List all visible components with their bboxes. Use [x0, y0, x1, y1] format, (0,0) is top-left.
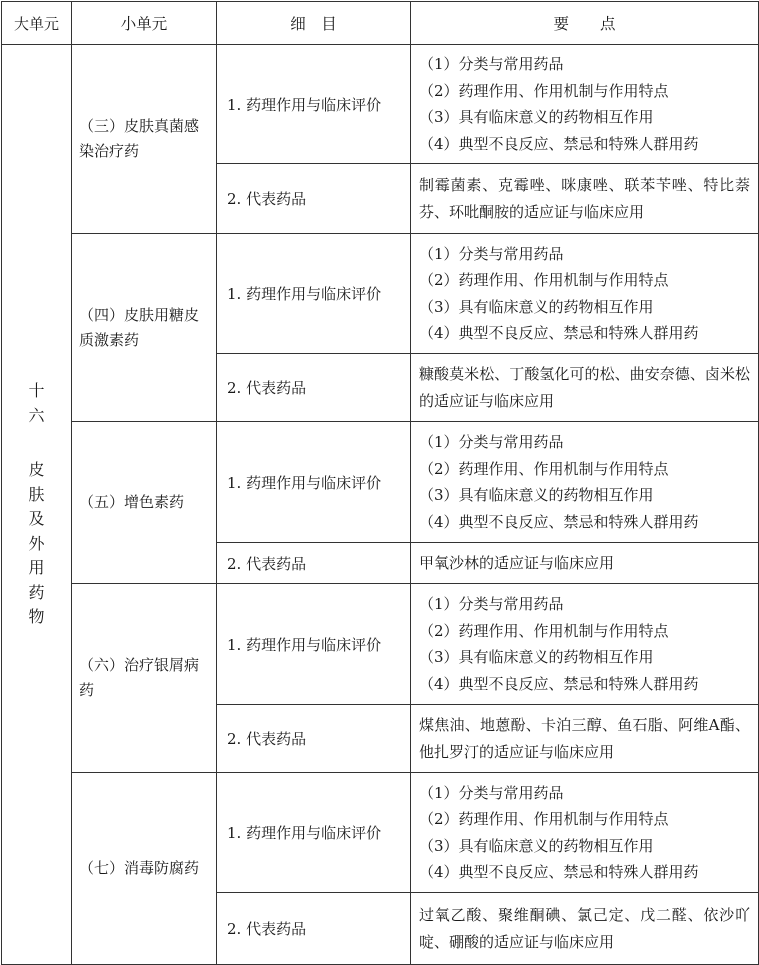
big-unit-cell: [2, 45, 72, 965]
points-list: [411, 422, 759, 543]
section-row-pharm: [2, 422, 759, 543]
header-small-unit: 小单元: [72, 2, 217, 45]
small-unit-name: （三）皮肤真菌感染治疗药: [72, 45, 217, 234]
table-body: [2, 2, 759, 965]
small-unit-name: （六）治疗银屑病药: [72, 584, 217, 773]
point-item: （4）典型不良反应、禁忌和特殊人群用药: [419, 512, 699, 531]
header-row: [2, 2, 759, 45]
big-unit-number: 十六: [28, 381, 45, 425]
detail-representative-drugs: 2. 代表药品: [217, 354, 411, 422]
representative-drugs-text: 煤焦油、地蒽酚、卡泊三醇、鱼石脂、阿维A酯、他扎罗汀的适应证与临床应用: [411, 705, 759, 773]
point-item: （3）具有临床意义的药物相互作用: [419, 836, 654, 855]
point-item: （1）分类与常用药品: [419, 595, 564, 613]
point-item: （2）药理作用、作用机制与作用特点: [419, 459, 669, 478]
point-item: （2）药理作用、作用机制与作用特点: [419, 271, 669, 289]
representative-drugs-text: 甲氧沙林的适应证与临床应用: [411, 543, 759, 584]
representative-drugs-text: 过氧乙酸、聚维酮碘、氯己定、戊二醛、依沙吖啶、硼酸的适应证与临床应用: [411, 893, 759, 965]
header-detail: 细 目: [217, 2, 411, 45]
point-item: （1）分类与常用药品: [419, 55, 564, 73]
detail-pharmacology: 1. 药理作用与临床评价: [217, 773, 411, 893]
point-item: （3）具有临床意义的药物相互作用: [419, 108, 654, 126]
point-item: （1）分类与常用药品: [419, 244, 564, 263]
point-item: （4）典型不良反应、禁忌和特殊人群用药: [419, 134, 699, 153]
point-item: （3）具有临床意义的药物相互作用: [419, 297, 654, 316]
representative-drugs-text: 制霉菌素、克霉唑、咪康唑、联苯苄唑、特比萘芬、环吡酮胺的适应证与临床应用: [411, 164, 759, 234]
points-list: [411, 234, 759, 354]
point-item: （4）典型不良反应、禁忌和特殊人群用药: [419, 674, 699, 693]
section-row-pharm: [2, 45, 759, 164]
point-item: （2）药理作用、作用机制与作用特点: [419, 621, 669, 640]
header-points: 要 点: [411, 2, 759, 45]
point-item: （1）分类与常用药品: [419, 433, 564, 451]
detail-representative-drugs: 2. 代表药品: [217, 164, 411, 234]
point-item: （4）典型不良反应、禁忌和特殊人群用药: [419, 863, 699, 881]
header-big-unit: 大单元: [2, 2, 72, 45]
point-item: （3）具有临床意义的药物相互作用: [419, 648, 654, 666]
detail-representative-drugs: 2. 代表药品: [217, 543, 411, 584]
point-item: （3）具有临床意义的药物相互作用: [419, 486, 654, 504]
detail-pharmacology: 1. 药理作用与临床评价: [217, 45, 411, 164]
point-item: （4）典型不良反应、禁忌和特殊人群用药: [419, 324, 699, 342]
representative-drugs-text: 糠酸莫米松、丁酸氢化可的松、曲安奈德、卤米松的适应证与临床应用: [411, 354, 759, 422]
point-item: （2）药理作用、作用机制与作用特点: [419, 81, 669, 100]
point-item: （2）药理作用、作用机制与作用特点: [419, 810, 669, 828]
detail-pharmacology: 1. 药理作用与临床评价: [217, 234, 411, 354]
small-unit-name: （五）增色素药: [72, 422, 217, 584]
detail-representative-drugs: 2. 代表药品: [217, 893, 411, 965]
small-unit-name: （四）皮肤用糖皮质激素药: [72, 234, 217, 422]
point-item: （1）分类与常用药品: [419, 783, 564, 802]
small-unit-name: （七）消毒防腐药: [72, 773, 217, 965]
section-row-pharm: [2, 234, 759, 354]
points-list: [411, 584, 759, 705]
points-list: [411, 773, 759, 893]
section-row-pharm: [2, 584, 759, 705]
detail-pharmacology: 1. 药理作用与临床评价: [217, 584, 411, 705]
detail-representative-drugs: 2. 代表药品: [217, 705, 411, 773]
big-unit-title: 皮肤及外用药物: [28, 460, 45, 627]
syllabus-table: [1, 1, 759, 965]
detail-pharmacology: 1. 药理作用与临床评价: [217, 422, 411, 543]
points-list: [411, 45, 759, 164]
section-row-pharm: [2, 773, 759, 893]
